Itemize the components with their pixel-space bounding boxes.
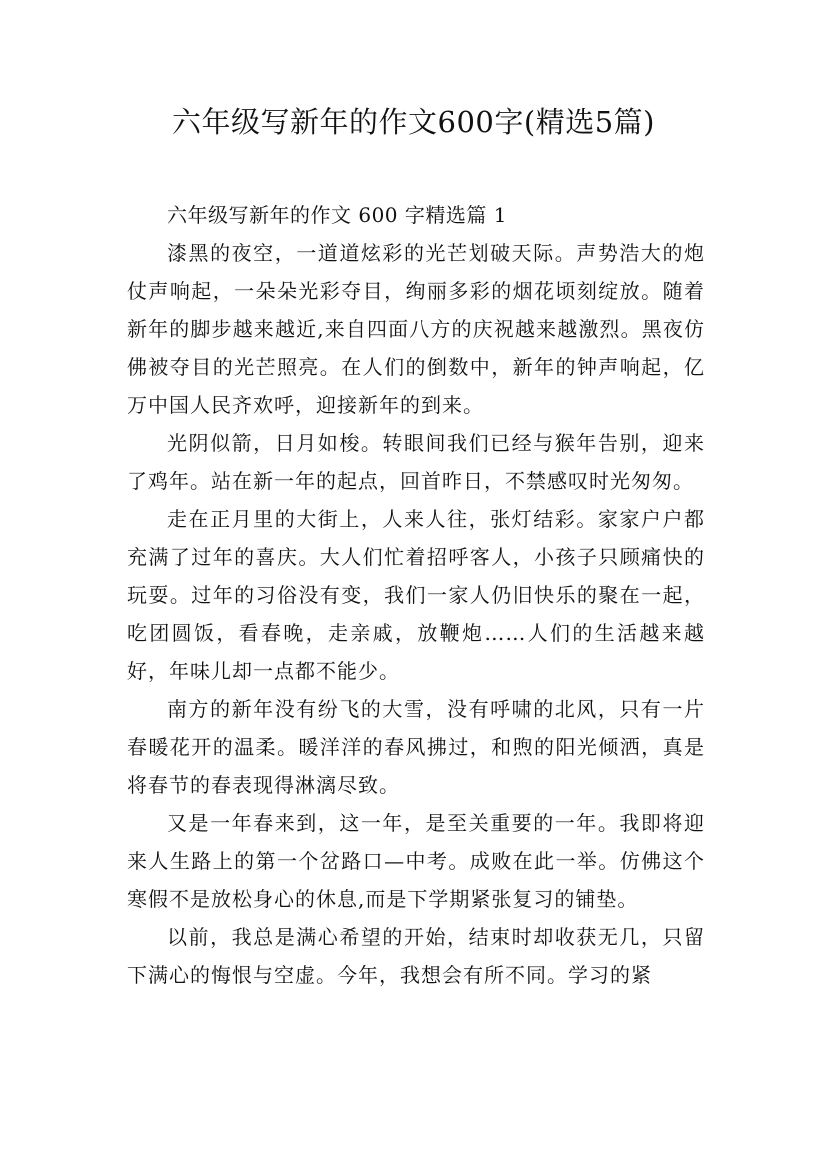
paragraph: 南方的新年没有纷飞的大雪，没有呼啸的北风，只有一片春暖花开的温柔。暖洋洋的春风拂过，和煦的阳光倾洒，真是将春节的春表现得淋漓尽致。: [127, 697, 705, 797]
paragraph: 走在正月里的大街上，人来人往，张灯结彩。家家户户都充满了过年的喜庆。大人们忙着招呼客人，小孩子只顾痛快的玩耍。过年的习俗没有变，我们一家人仍旧快乐的聚在一起，吃团圆饭，看春晚，走亲戚，放鞭炮……人们的生活越来越好，年味儿却一点都不能少。: [127, 507, 705, 683]
section-subtitle: 六年级写新年的作文 600 字精选篇 1: [167, 203, 507, 227]
paragraph: 又是一年春来到，这一年，是至关重要的一年。我即将迎来人生路上的第一个岔路口—中考。成败在此一举。仿佛这个寒假不是放松身心的休息,而是下学期紧张复习的铺垫。: [127, 811, 705, 911]
document-title: 六年级写新年的作文600字(精选5篇): [172, 105, 655, 139]
paragraph: 光阴似箭，日月如梭。转眼间我们已经与猴年告别，迎来了鸡年。站在新一年的起点，回首昨日，不禁感叹时光匆匆。: [127, 431, 705, 493]
document-body: [127, 196, 705, 994]
paragraph: 以前，我总是满心希望的开始，结束时却收获无几，只留下满心的悔恨与空虚。今年，我想会有所不同。学习的紧: [127, 925, 705, 987]
paragraph: 漆黑的夜空，一道道炫彩的光芒划破天际。声势浩大的炮仗声响起，一朵朵光彩夺目，绚丽多彩的烟花顷刻绽放。随着新年的脚步越来越近,来自四面八方的庆祝越来越激烈。黑夜仿佛被夺目的光芒照亮。在人们的倒数中，新年的钟声响起，亿万中国人民齐欢呼，迎接新年的到来。: [127, 241, 705, 417]
